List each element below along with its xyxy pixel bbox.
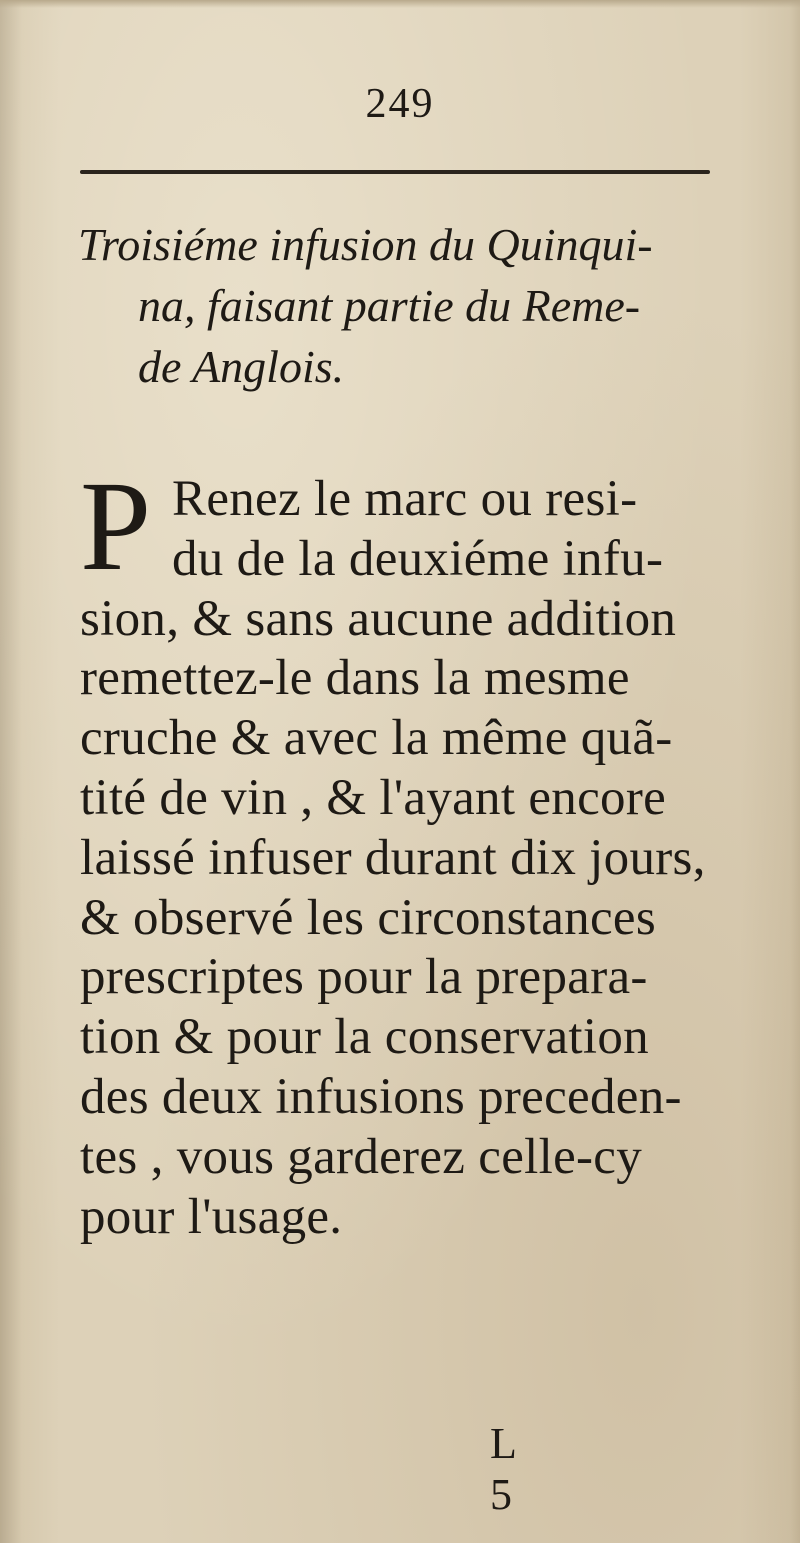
- body-line: du de la deuxiéme infu-: [172, 530, 664, 587]
- heading-line: Troisiéme infusion du Quinqui-: [78, 219, 653, 270]
- body-line: sion, & sans aucune addition: [80, 590, 677, 647]
- signature-mark: L 5: [490, 1419, 556, 1519]
- body-paragraph: [80, 455, 730, 1247]
- body-line: pour l'usage.: [80, 1188, 343, 1245]
- body-line: & observé les circonstances: [80, 889, 656, 946]
- body-line: Renez le marc ou resi-: [172, 471, 638, 527]
- body-line: tité de vin , & l'ayant encore: [80, 769, 667, 826]
- page-edge-shadow: [0, 0, 800, 8]
- body-line: cruche & avec la même quã-: [80, 710, 673, 767]
- body-line: tion & pour la conservation: [80, 1009, 649, 1066]
- body-line: remettez-le dans la mesme: [80, 650, 630, 707]
- dropcap-block: [80, 455, 730, 597]
- heading-line: na, faisant partie du Reme-: [138, 280, 641, 331]
- header-rule: [80, 170, 710, 174]
- body-line: des deux infusions preceden-: [80, 1068, 682, 1125]
- section-heading: [78, 214, 728, 397]
- page-number: 249: [365, 81, 435, 127]
- drop-cap: P: [80, 455, 152, 597]
- heading-line: de Anglois.: [138, 341, 345, 392]
- body-line: tes , vous garderez celle-cy: [80, 1128, 643, 1185]
- body-line: prescriptes pour la prepara-: [80, 949, 648, 1006]
- body-line: laissé infuser durant dix jours,: [80, 829, 706, 886]
